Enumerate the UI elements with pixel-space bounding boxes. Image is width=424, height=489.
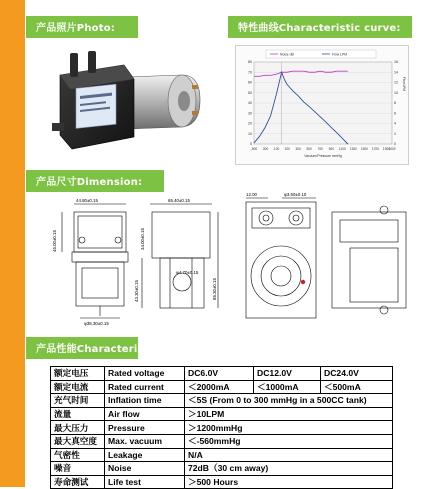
spec-value: DC6.0V xyxy=(185,367,254,381)
x-axis-label: Vacuum/Pressure mmHg xyxy=(304,154,342,158)
y2-tick-label: 10 xyxy=(394,90,398,95)
spec-name-en: Leakage xyxy=(105,448,185,462)
y2-tick-label: 4 xyxy=(394,121,396,126)
small-dim-label: φ4.70±0.15 xyxy=(176,270,199,275)
spec-row xyxy=(51,394,393,408)
spec-value: ＜2000mA xyxy=(185,380,254,394)
photo-section-band xyxy=(26,16,138,38)
spec-value: ＜1000mA xyxy=(254,380,321,394)
spec-name-en: Rated current xyxy=(105,380,185,394)
spec-name-cn: 噪音 xyxy=(51,462,105,476)
spec-value: DC24.0V xyxy=(321,367,393,381)
characteristic-chart xyxy=(235,45,409,165)
x-tick-label: 900 xyxy=(328,147,334,151)
spec-value: ＜-560mmHg xyxy=(185,434,393,448)
front-view-drawing xyxy=(62,204,128,318)
legend-entry: Flow LPM xyxy=(332,52,348,57)
characteristic-chart-svg xyxy=(236,46,408,164)
spec-row xyxy=(51,448,393,462)
right-side-drawing xyxy=(332,206,406,314)
y-tick-label: 50 xyxy=(248,90,252,95)
top-view-left-label: 12.00 xyxy=(246,192,257,197)
spec-name-cn: 额定电流 xyxy=(51,380,105,394)
spec-table xyxy=(50,366,392,489)
y-tick-label: 60 xyxy=(248,80,252,85)
spec-value: ＞10LPM xyxy=(185,407,393,421)
spec-name-cn: 气密性 xyxy=(51,448,105,462)
legend-entry: Noise dB xyxy=(280,52,294,57)
spec-name-en: Air flow xyxy=(105,407,185,421)
curve-section-title: 特性曲线Characteristic curve: xyxy=(238,23,401,34)
spec-name-cn: 充气时间 xyxy=(51,394,105,408)
y2-axis-label: Flow LPM xyxy=(402,76,406,92)
y-tick-label: 10 xyxy=(248,131,252,136)
spec-name-cn: 额定电压 xyxy=(51,367,105,381)
dimension-section-band xyxy=(26,170,164,192)
side-total-height-label: 85.30±0.15 xyxy=(212,278,217,300)
y-tick-label: 30 xyxy=(248,111,252,116)
spec-value: ＞1200mmHg xyxy=(185,421,393,435)
orange-side-strip xyxy=(0,0,25,487)
spec-section-title: 产品性能Characteristic xyxy=(36,344,159,355)
side-view-drawing xyxy=(142,204,218,308)
side-width-label: 65.40±0.15 xyxy=(168,198,190,203)
y2-tick-label: 8 xyxy=(394,101,396,106)
x-tick-label: 1300 xyxy=(349,147,357,151)
y-tick-label: 0 xyxy=(250,142,252,147)
y2-tick-label: 2 xyxy=(394,131,396,136)
spec-value: ＜500mA xyxy=(321,380,393,394)
side-height-label: 34.00±0.15 xyxy=(140,228,145,250)
spec-name-en: Inflation time xyxy=(105,394,185,408)
spec-value: DC12.0V xyxy=(254,367,321,381)
spec-name-en: Pressure xyxy=(105,421,185,435)
y-tick-label: 40 xyxy=(248,101,252,106)
spec-name-en: Noise xyxy=(105,462,185,476)
spec-name-cn: 寿命测试 xyxy=(51,475,105,489)
x-tick-label: 1500 xyxy=(360,147,368,151)
spec-name-cn: 流量 xyxy=(51,407,105,421)
x-tick-label: -100 xyxy=(272,147,280,151)
red-marker-dot xyxy=(301,280,305,284)
spec-row xyxy=(51,421,393,435)
spec-value: 72dB（30 cm away) xyxy=(185,462,393,476)
y2-tick-label: 16 xyxy=(394,60,398,65)
y-tick-label: 20 xyxy=(248,121,252,126)
spec-row xyxy=(51,434,393,448)
y-tick-label: 80 xyxy=(248,60,252,65)
top-view-right-label: φ3.50±0.10 xyxy=(284,192,307,197)
photo-section-title: 产品照片Photo: xyxy=(36,23,115,34)
x-tick-label: 1900 xyxy=(382,147,391,151)
spec-section-band xyxy=(26,337,159,359)
x-tick-label: 1100 xyxy=(338,147,346,151)
x-tick-label: 100 xyxy=(284,147,290,151)
y2-tick-label: 12 xyxy=(394,80,398,85)
dimension-drawings-svg xyxy=(32,190,412,330)
spec-name-en: Rated voltage xyxy=(105,367,185,381)
bottom-dim-label: φ35.30±0.15 xyxy=(84,321,109,326)
front-width-label: 44.80±0.15 xyxy=(76,198,98,203)
curve-section-band xyxy=(228,16,412,38)
spec-name-cn: 最大真空度 xyxy=(51,434,105,448)
y2-tick-label: 6 xyxy=(394,111,396,116)
dimension-drawings xyxy=(32,190,412,330)
x-tick-label: 300 xyxy=(295,147,301,151)
y-tick-label: 70 xyxy=(248,70,252,75)
spec-value: ＞500 Hours xyxy=(185,475,393,489)
spec-value: ＜5S (From 0 to 300 mmHg in a 500CC tank) xyxy=(185,394,393,408)
x-tick-label: -300 xyxy=(261,147,269,151)
spec-row xyxy=(51,462,393,476)
side-left-dim-label: 43.30±0.15 xyxy=(134,280,139,302)
spec-value: N/A xyxy=(185,448,393,462)
x-tick-label: 1700 xyxy=(371,147,379,151)
spec-name-en: Max. vacuum xyxy=(105,434,185,448)
spec-row xyxy=(51,407,393,421)
x-tick-label: 2000 xyxy=(388,147,396,151)
spec-row xyxy=(51,367,393,381)
y2-tick-label: 14 xyxy=(394,70,398,75)
x-tick-label: 500 xyxy=(306,147,312,151)
x-tick-label: -500 xyxy=(250,147,258,151)
y2-tick-label: 0 xyxy=(394,142,396,147)
top-view-drawing xyxy=(246,198,316,318)
spec-name-cn: 最大压力 xyxy=(51,421,105,435)
dimension-section-title: 产品尺寸Dimension: xyxy=(36,177,143,188)
pump-illustration xyxy=(32,45,222,160)
spec-name-en: Life test xyxy=(105,475,185,489)
spec-row xyxy=(51,380,393,394)
product-photo xyxy=(32,45,222,160)
front-height-label: 45.00±0.15 xyxy=(52,230,57,252)
x-tick-label: 700 xyxy=(317,147,323,151)
